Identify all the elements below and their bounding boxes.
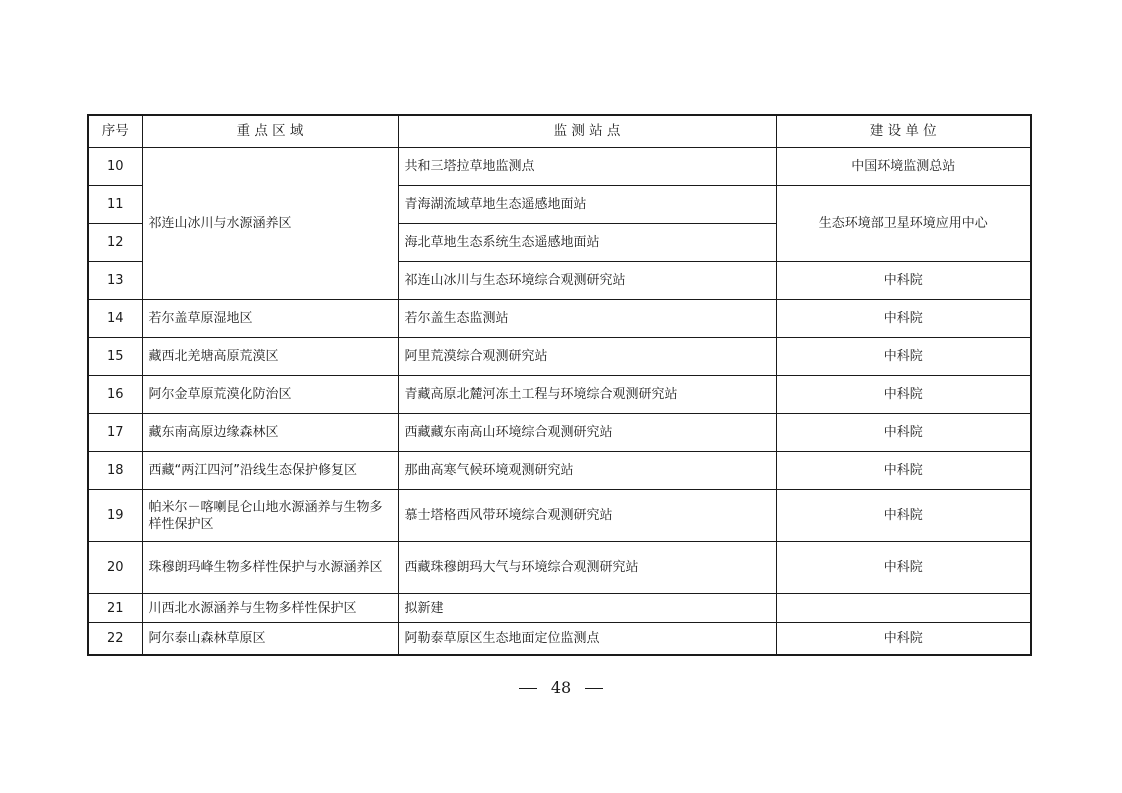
row-station: 若尔盖生态监测站: [398, 300, 776, 338]
row-unit: 中科院: [776, 623, 1031, 656]
row-station: 西藏藏东南高山环境综合观测研究站: [398, 414, 776, 452]
row-station: 海北草地生态系统生态遥感地面站: [398, 224, 776, 262]
row-unit: 中科院: [776, 542, 1031, 594]
row-region: 藏西北羌塘高原荒漠区: [142, 338, 398, 376]
row-station: 那曲高寒气候环境观测研究站: [398, 452, 776, 490]
row-unit: 中科院: [776, 452, 1031, 490]
row-region: 珠穆朗玛峰生物多样性保护与水源涵养区: [142, 542, 398, 594]
row-unit: 中国环境监测总站: [776, 148, 1031, 186]
row-seq: 13: [88, 262, 142, 300]
row-station: 青海湖流域草地生态遥感地面站: [398, 186, 776, 224]
row-unit: 中科院: [776, 300, 1031, 338]
row-station: 共和三塔拉草地监测点: [398, 148, 776, 186]
row-seq: 20: [88, 542, 142, 594]
row-region: 阿尔金草原荒漠化防治区: [142, 376, 398, 414]
row-unit: 中科院: [776, 490, 1031, 542]
row-unit: 生态环境部卫星环境应用中心: [776, 186, 1031, 262]
table-row: [88, 338, 1031, 376]
table-header-row: [88, 115, 1031, 148]
page-number-value: 48: [550, 678, 572, 697]
row-seq: 12: [88, 224, 142, 262]
table-row: [88, 414, 1031, 452]
row-station: 拟新建: [398, 594, 776, 623]
header-unit: 建 设 单 位: [776, 115, 1031, 148]
row-seq: 14: [88, 300, 142, 338]
row-station: 祁连山冰川与生态环境综合观测研究站: [398, 262, 776, 300]
row-station: 阿勒泰草原区生态地面定位监测点: [398, 623, 776, 656]
row-station: 慕士塔格西风带环境综合观测研究站: [398, 490, 776, 542]
row-station: 阿里荒漠综合观测研究站: [398, 338, 776, 376]
row-region: 若尔盖草原湿地区: [142, 300, 398, 338]
row-seq: 19: [88, 490, 142, 542]
header-seq: 序号: [88, 115, 142, 148]
row-seq: 22: [88, 623, 142, 656]
table-row: [88, 594, 1031, 623]
row-region: 川西北水源涵养与生物多样性保护区: [142, 594, 398, 623]
row-unit: 中科院: [776, 376, 1031, 414]
table-row: [88, 148, 1031, 186]
row-seq: 10: [88, 148, 142, 186]
row-station: 西藏珠穆朗玛大气与环境综合观测研究站: [398, 542, 776, 594]
row-seq: 17: [88, 414, 142, 452]
row-region: 西藏“两江四河”沿线生态保护修复区: [142, 452, 398, 490]
row-unit: [776, 594, 1031, 623]
page-number-left-dash: [519, 688, 537, 689]
row-region: 帕米尔－喀喇昆仑山地水源涵养与生物多样性保护区: [142, 490, 398, 542]
table-row: [88, 623, 1031, 656]
header-station: 监 测 站 点: [398, 115, 776, 148]
row-seq: 11: [88, 186, 142, 224]
row-region: 阿尔泰山森林草原区: [142, 623, 398, 656]
table-row: [88, 490, 1031, 542]
header-region: 重 点 区 域: [142, 115, 398, 148]
table-row: [88, 542, 1031, 594]
row-region: 祁连山冰川与水源涵养区: [142, 148, 398, 300]
monitoring-station-table: [87, 114, 1032, 656]
table-row: [88, 452, 1031, 490]
row-seq: 15: [88, 338, 142, 376]
row-unit: 中科院: [776, 338, 1031, 376]
row-seq: 18: [88, 452, 142, 490]
row-unit: 中科院: [776, 414, 1031, 452]
row-seq: 16: [88, 376, 142, 414]
row-region: 藏东南高原边缘森林区: [142, 414, 398, 452]
table-row: [88, 300, 1031, 338]
page-number-right-dash: [585, 688, 603, 689]
table-row: [88, 376, 1031, 414]
row-unit: 中科院: [776, 262, 1031, 300]
row-seq: 21: [88, 594, 142, 623]
page-number: [0, 678, 1122, 697]
row-station: 青藏高原北麓河冻土工程与环境综合观测研究站: [398, 376, 776, 414]
